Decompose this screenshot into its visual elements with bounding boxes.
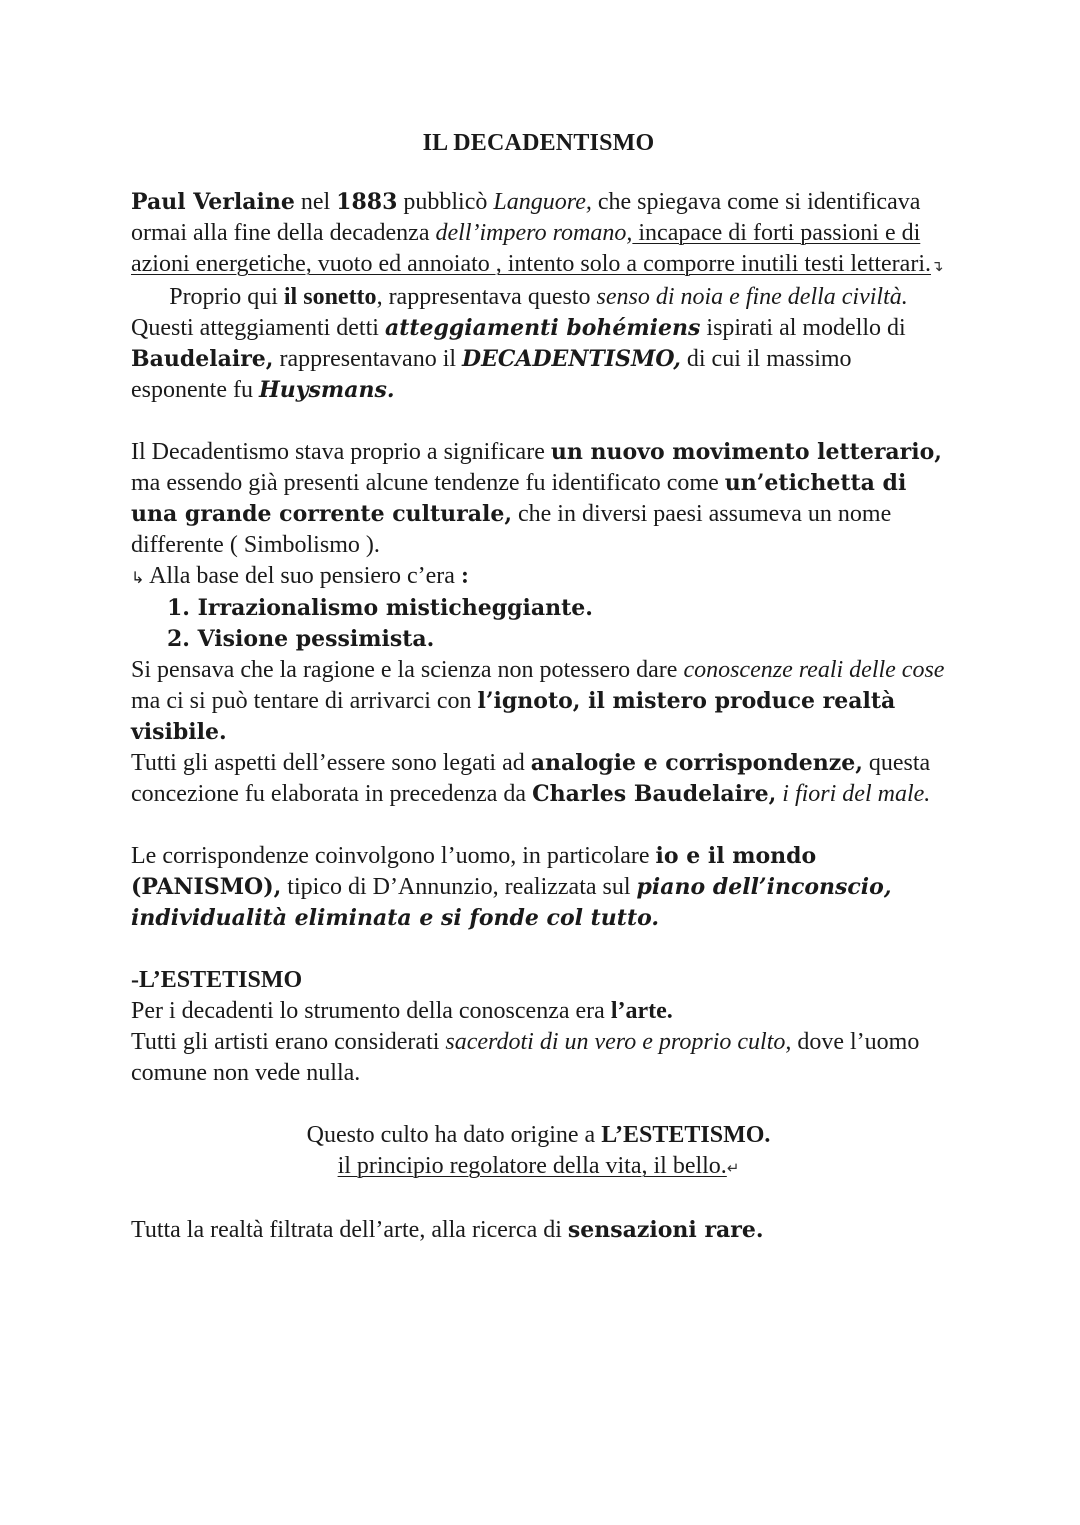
document-title: IL DECADENTISMO [422, 130, 655, 156]
paragraph-boheme: Questi atteggiamenti detti atteggiamenti bohémiens ispirati al modello di Baudelaire, rappresentavano il DECADENTISMO, di cui il massimo esponente fu Huysmans. [131, 315, 906, 403]
section-heading-estetismo: -L’ESTETISMO [131, 967, 303, 993]
list-item: 1. Irrazionalismo misticheggiante. [167, 595, 593, 621]
paragraph-analogie: Tutti gli aspetti dell’essere sono legati ad analogie e corrispondenze, questa concezione fu elaborata in precedenza da Charles Baudelaire, i fiori del male. [131, 750, 931, 807]
return-arrow-icon: ↴ [930, 257, 944, 275]
thought-list [131, 593, 946, 655]
paragraph-principio: il principio regolatore della vita, il bello.↵ [337, 1153, 740, 1179]
paragraph-movimento: Il Decadentismo stava proprio a significare un nuovo movimento letterario, ma essendo già presenti alcune tendenze fu identificato come un’etichetta di una grande corrente culturale, che in diversi paesi assumeva un nome differente ( Simbolismo ). [131, 439, 942, 558]
paragraph-corrispondenze: Le corrispondenze coinvolgono l’uomo, in particolare io e il mondo (PANISMO), tipico di D’Annunzio, realizzata sul piano dell’inconscio, individualità eliminata e si fonde col tutto. [131, 843, 892, 931]
down-right-arrow-icon: ↳ [131, 568, 145, 587]
document-body [131, 128, 946, 1246]
paragraph-realta: Tutta la realtà filtrata dell’arte, alla ricerca di sensazioni rare. [131, 1217, 764, 1243]
paragraph-verlaine: Paul Verlaine nel 1883 pubblicò Languore, che spiegava come si identificava ormai alla fine della decadenza dell’impero romano, incapace di forti passioni e di azioni energetiche, vuoto ed annoiato , intento solo a comporre inutili testi letterari.↴ [131, 189, 944, 277]
paragraph-arte: Per i decadenti lo strumento della conoscenza era l’arte. [131, 998, 673, 1024]
paragraph-base-pensiero: ↳ Alla base del suo pensiero c’era : [131, 563, 469, 589]
paragraph-sonetto: Proprio qui il sonetto, rappresentava questo senso di noia e fine della civiltà. [169, 284, 908, 310]
paragraph-ragione: Si pensava che la ragione e la scienza non potessero dare conoscenze reali delle cose ma ci si può tentare di arrivarci con l’ignoto, il mistero produce realtà visibile. [131, 657, 945, 745]
paragraph-artisti: Tutti gli artisti erano considerati sacerdoti di un vero e proprio culto, dove l’uomo comune non vede nulla. [131, 1029, 920, 1086]
list-item: 2. Visione pessimista. [167, 626, 435, 652]
return-arrow-icon: ↵ [726, 1159, 740, 1177]
paragraph-culto: Questo culto ha dato origine a L’ESTETISMO. [306, 1122, 771, 1148]
